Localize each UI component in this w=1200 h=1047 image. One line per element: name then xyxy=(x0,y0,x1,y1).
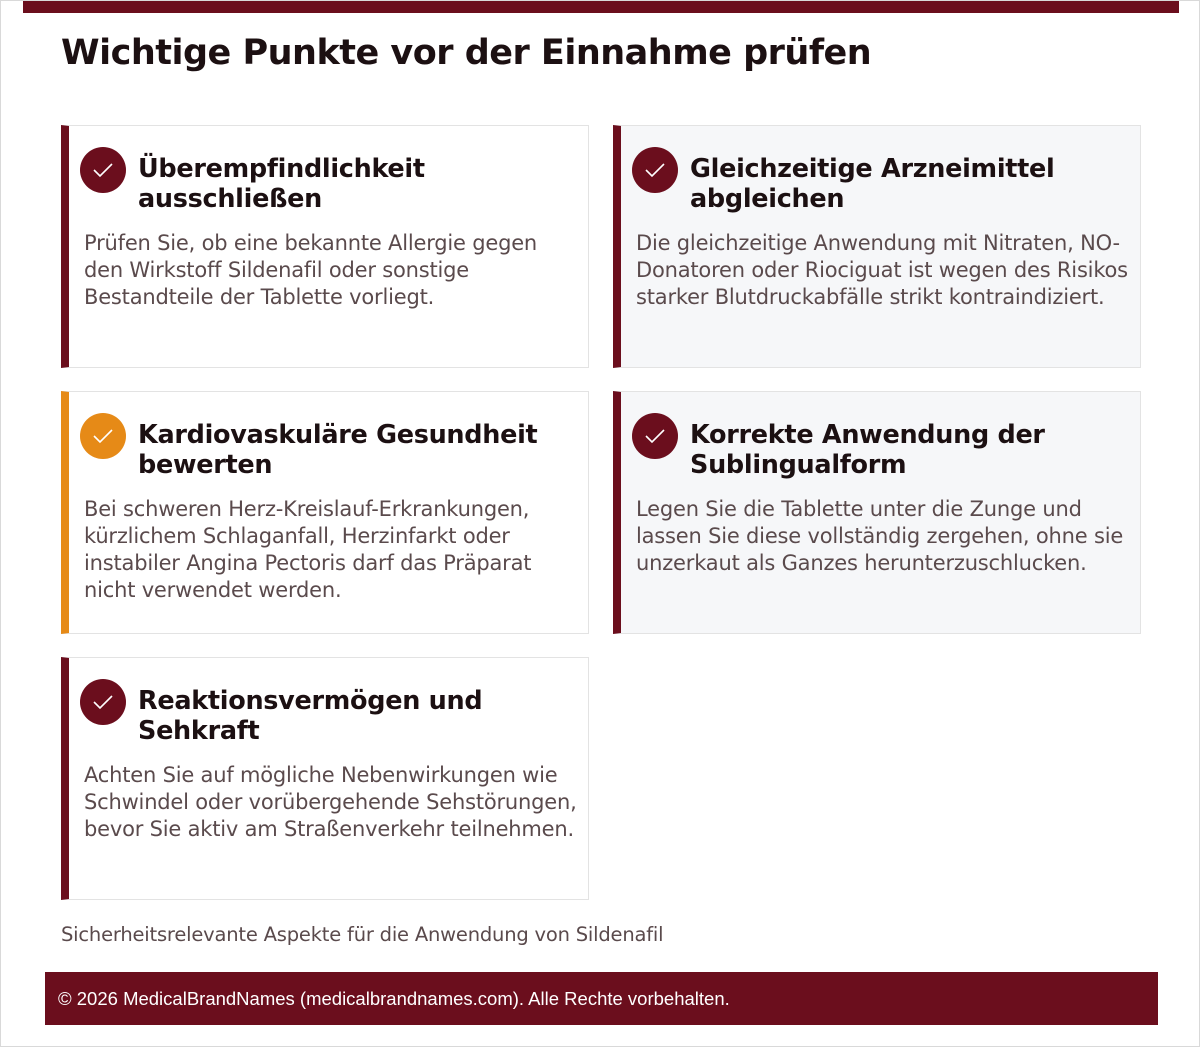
card-text: Bei schweren Herz-Kreislauf-Erkrankungen, kürzlichem Schlaganfall, Herzinfarkt oder instabiler Angina Pectoris darf das Präparat nicht verwendet werden. xyxy=(84,497,532,602)
card-title: Überempfindlichkeit ausschließen xyxy=(138,154,425,214)
check-icon xyxy=(80,413,126,459)
check-icon xyxy=(80,147,126,193)
figure-caption: Sicherheitsrelevante Aspekte für die Anwendung von Sildenafil xyxy=(61,923,664,946)
top-accent-bar xyxy=(23,1,1179,13)
checklist-card-reaction-vision xyxy=(61,657,589,900)
checklist-card-hypersensitivity xyxy=(61,125,589,368)
check-icon xyxy=(80,679,126,725)
card-title: Kardiovaskuläre Gesundheit bewerten xyxy=(138,420,538,480)
checklist-card-cardiovascular xyxy=(61,391,589,634)
check-icon xyxy=(632,413,678,459)
card-title: Reaktionsvermögen und Sehkraft xyxy=(138,686,483,746)
card-text: Prüfen Sie, ob eine bekannte Allergie gegen den Wirkstoff Sildenafil oder sonstige Bestandteile der Tablette vorliegt. xyxy=(84,231,538,309)
card-text: Achten Sie auf mögliche Nebenwirkungen wie Schwindel oder vorübergehende Sehstörungen, bevor Sie aktiv am Straßenverkehr teilnehmen. xyxy=(84,763,577,841)
checklist-card-interactions xyxy=(613,125,1141,368)
copyright-text: © 2026 MedicalBrandNames (medicalbrandnames.com). Alle Rechte vorbehalten. xyxy=(58,988,730,1009)
page-title: Wichtige Punkte vor der Einnahme prüfen xyxy=(61,33,872,73)
checklist-card-sublingual-use xyxy=(613,391,1141,634)
card-title: Korrekte Anwendung der Sublingualform xyxy=(690,420,1045,480)
card-text: Legen Sie die Tablette unter die Zunge und lassen Sie diese vollständig zergehen, ohne sie unzerkaut als Ganzes herunterzuschlucken. xyxy=(636,497,1124,575)
card-text: Die gleichzeitige Anwendung mit Nitraten, NO-Donatoren oder Riociguat ist wegen des Risikos starker Blutdruckabfälle strikt kontraindiziert. xyxy=(636,231,1128,309)
footer-bar xyxy=(45,972,1158,1025)
check-icon xyxy=(632,147,678,193)
card-title: Gleichzeitige Arzneimittel abgleichen xyxy=(690,154,1055,214)
